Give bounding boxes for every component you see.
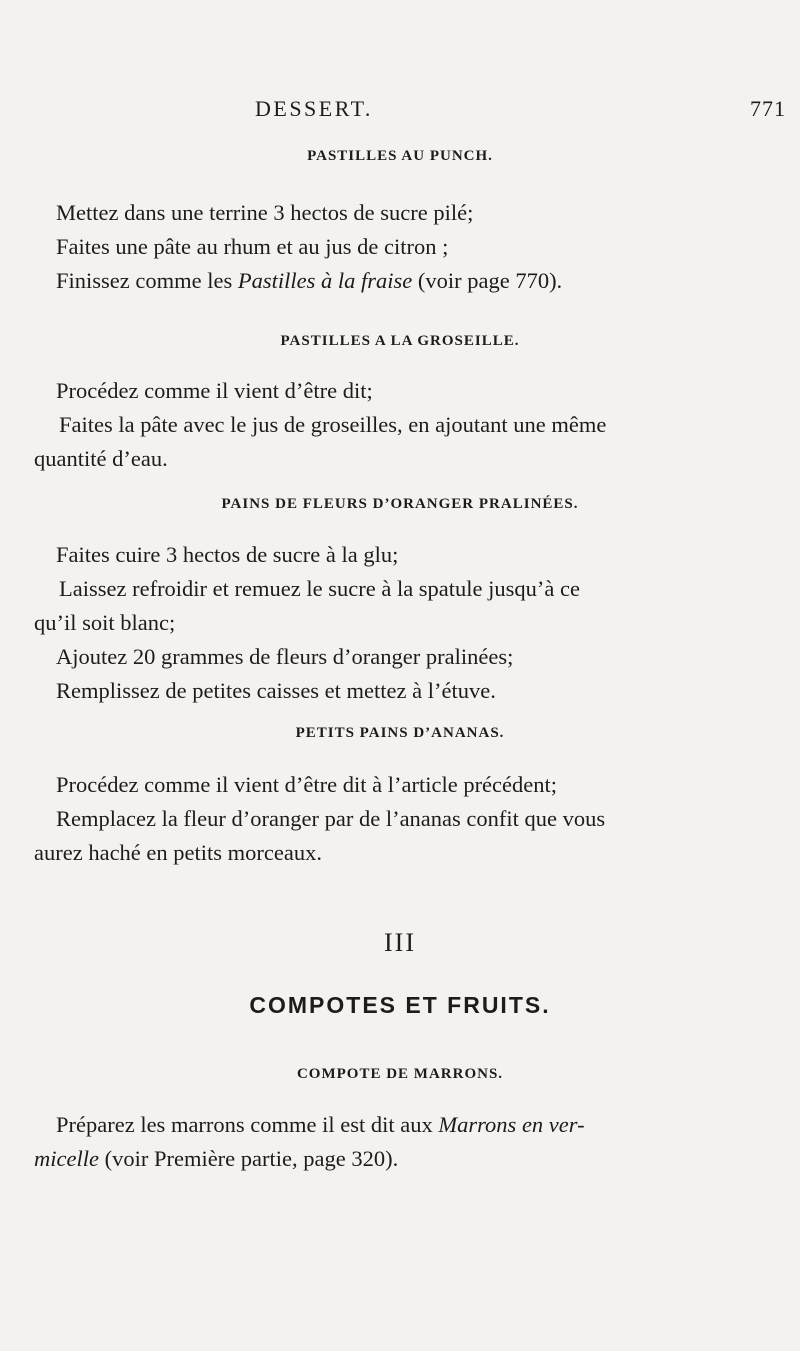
text-line: Procédez comme il vient d’être dit à l’article précédent; [56,772,558,797]
section-body-ananas [34,768,761,870]
section-heading-marrons: COMPOTE DE MARRONS. [296,1066,504,1082]
section-heading-punch: PASTILLES AU PUNCH. [307,148,493,164]
text-line [56,1108,761,1142]
text-line: Remplacez la fleur d’oranger par de l’ananas confit que vous [56,806,606,831]
running-head [0,96,800,126]
section-heading-pains-fleurs: PAINS DE FLEURS D’ORANGER PRALINÉES. [221,496,579,512]
text-line: quantité d’eau. [34,446,168,471]
text-line: Ajoutez 20 grammes de fleurs d’oranger pralinées; [56,644,514,669]
text-span: Finissez comme les [56,268,238,293]
text-line: Remplissez de petites caisses et mettez à l’étuve. [56,678,496,703]
italic-reference: Pastilles à la fraise [237,268,413,293]
section-body-pains-fleurs [34,538,761,708]
text-line: Faites une pâte au rhum et au jus de citron ; [56,234,449,259]
text-line: Faites la pâte avec le jus de groseilles, en ajoutant une même [59,412,607,437]
text-span: Préparez les marrons comme il est dit aux [56,1112,439,1137]
section-body-marrons [34,1108,761,1176]
running-title: DESSERT. [255,96,373,121]
section-body-punch [56,196,761,298]
italic-reference: Marrons en ver- [438,1112,585,1137]
text-line: Mettez dans une terrine 3 hectos de sucre pilé; [56,200,474,225]
text-line: qu’il soit blanc; [34,610,176,635]
italic-reference: micelle [34,1146,99,1171]
page-number: 771 [750,96,786,121]
text-line [34,1142,761,1176]
section-heading-groseille: PASTILLES A LA GROSEILLE. [280,333,520,349]
chapter-title: COMPOTES ET FRUITS. [249,992,551,1018]
chapter-numeral: III [384,928,416,957]
section-body-groseille [34,374,761,476]
text-line: Laissez refroidir et remuez le sucre à la spatule jusqu’à ce [59,576,580,601]
text-line: aurez haché en petits morceaux. [34,840,322,865]
text-span: (voir page 770). [412,268,563,293]
section-heading-ananas: PETITS PAINS D’ANANAS. [295,725,505,741]
text-span: (voir Première partie, page 320). [98,1146,399,1171]
text-line: Procédez comme il vient d’être dit; [56,378,373,403]
text-line [56,264,761,298]
text-line: Faites cuire 3 hectos de sucre à la glu; [56,542,399,567]
